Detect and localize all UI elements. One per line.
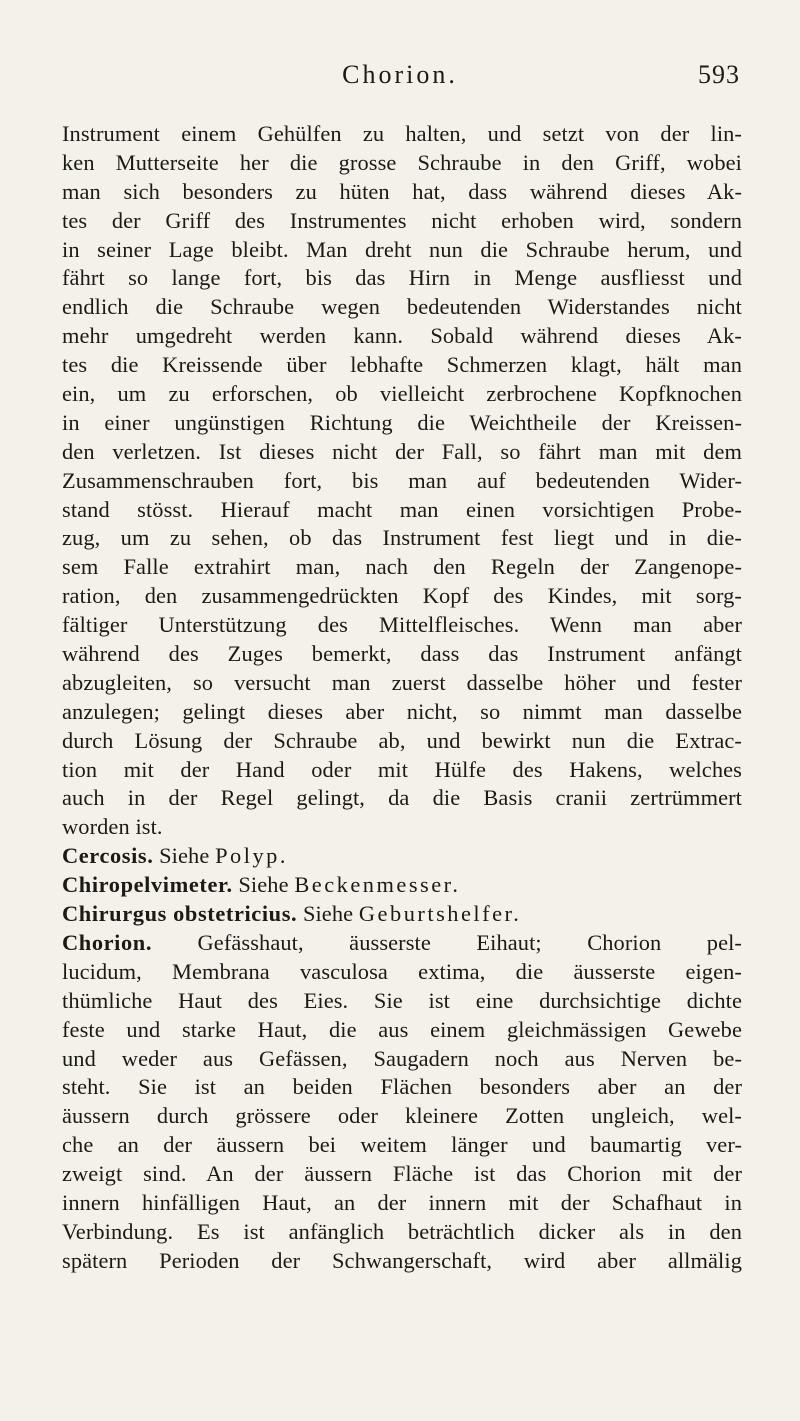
text-line: endlich die Schraube wegen bedeutenden Widerstandes nicht (62, 294, 742, 320)
text-line: zug, um zu sehen, ob das Instrument fest liegt und in die- (62, 525, 742, 551)
entry-headword: Cercosis. (62, 843, 154, 869)
entry-reference: Beckenmesser. (294, 872, 461, 898)
entry-headword: Chorion. (62, 929, 153, 955)
text-line: den verletzen. Ist dieses nicht der Fall, so fährt man mit dem (62, 438, 742, 464)
text-line: abzugleiten, so versucht man zuerst dasselbe höher und fester (62, 669, 742, 695)
text-line: in einer ungünstigen Richtung die Weichtheile der Kreissen- (62, 409, 742, 435)
page-number: 593 (698, 60, 740, 89)
text-line: fährt so lange fort, bis das Hirn in Menge ausfliesst und (62, 265, 742, 291)
text-line: tion mit der Hand oder mit Hülfe des Hakens, welches (62, 756, 742, 782)
text-line: Instrument einem Gehülfen zu halten, und setzt von der lin- (62, 121, 742, 146)
text-line: fältiger Unterstützung des Mittelfleisches. Wenn man aber (62, 612, 742, 638)
text-line: man sich besonders zu hüten hat, dass während dieses Ak- (62, 178, 742, 204)
entry-reference: Geburtshelfer. (358, 901, 522, 927)
text-line: auch in der Regel gelingt, da die Basis cranii zertrümmert (62, 785, 742, 811)
text-line: che an der äussern bei weitem länger und baumartig ver- (62, 1132, 742, 1158)
text-line: ration, den zusammengedrückten Kopf des Kindes, mit sorg- (62, 583, 742, 609)
text-line: Verbindung. Es ist anfänglich beträchtlich dicker als in den (62, 1218, 742, 1244)
text-line: lucidum, Membrana vasculosa extima, die äusserste eigen- (62, 958, 742, 984)
text-line: spätern Perioden der Schwangerschaft, wird aber allmälig (62, 1247, 742, 1273)
text-line: und weder aus Gefässen, Saugadern noch aus Nerven be- (62, 1045, 742, 1071)
entry-text: Siehe (238, 872, 289, 898)
text-line: thümliche Haut des Eies. Sie ist eine durchsichtige dichte (62, 987, 742, 1013)
text-line: Zusammenschrauben fort, bis man auf bedeutenden Wider- (62, 467, 742, 493)
entry-text: Siehe (159, 843, 210, 869)
text-line: innern hinfälligen Haut, an der innern mit der Schafhaut in (62, 1189, 742, 1215)
text-line: zweigt sind. An der äussern Fläche ist das Chorion mit der (62, 1161, 742, 1187)
dictionary-entry-chiropelvimeter (62, 871, 742, 900)
text-line: äussern durch grössere oder kleinere Zotten ungleich, wel- (62, 1103, 742, 1129)
text-line: stand stösst. Hierauf macht man einen vorsichtigen Probe- (62, 496, 742, 522)
running-header (0, 60, 800, 100)
text-line: durch Lösung der Schraube ab, und bewirkt nun die Extrac- (62, 727, 742, 753)
text-line: sem Falle extrahirt man, nach den Regeln der Zangenope- (62, 554, 742, 580)
text-line: in seiner Lage bleibt. Man dreht nun die Schraube herum, und (62, 236, 742, 262)
running-title: Chorion. (342, 60, 458, 89)
text-line: tes der Griff des Instrumentes nicht erhoben wird, sondern (62, 207, 742, 233)
entry-reference: Polyp. (215, 843, 288, 869)
entry-text: Gefässhaut, äusserste Eihaut; Chorion pel- (197, 929, 742, 955)
dictionary-entry-chirurgus-obstetricius (62, 900, 742, 929)
text-line: mehr umgedreht werden kann. Sobald während dieses Ak- (62, 323, 742, 349)
entry-headword: Chirurgus obstetricius. (62, 901, 298, 927)
text-line: tes die Kreissende über lebhafte Schmerzen klagt, hält man (62, 352, 742, 378)
dictionary-entry-chorion (62, 929, 742, 958)
entry-headword: Chiropelvimeter. (62, 872, 233, 898)
text-line: worden ist. (62, 814, 163, 840)
entry-text: Siehe (302, 901, 354, 927)
text-line: steht. Sie ist an beiden Flächen besonders aber an der (62, 1074, 742, 1100)
text-line: ken Mutterseite her die grosse Schraube in den Griff, wobei (62, 149, 742, 175)
dictionary-entry-cercosis (62, 842, 742, 871)
text-line: feste und starke Haut, die aus einem gleichmässigen Gewebe (62, 1016, 742, 1042)
text-line: anzulegen; gelingt dieses aber nicht, so nimmt man dasselbe (62, 698, 742, 724)
body-text (62, 120, 742, 1276)
text-line: während des Zuges bemerkt, dass das Instrument anfängt (62, 641, 742, 667)
text-line: ein, um zu erforschen, ob vielleicht zerbrochene Kopfknochen (62, 381, 742, 407)
